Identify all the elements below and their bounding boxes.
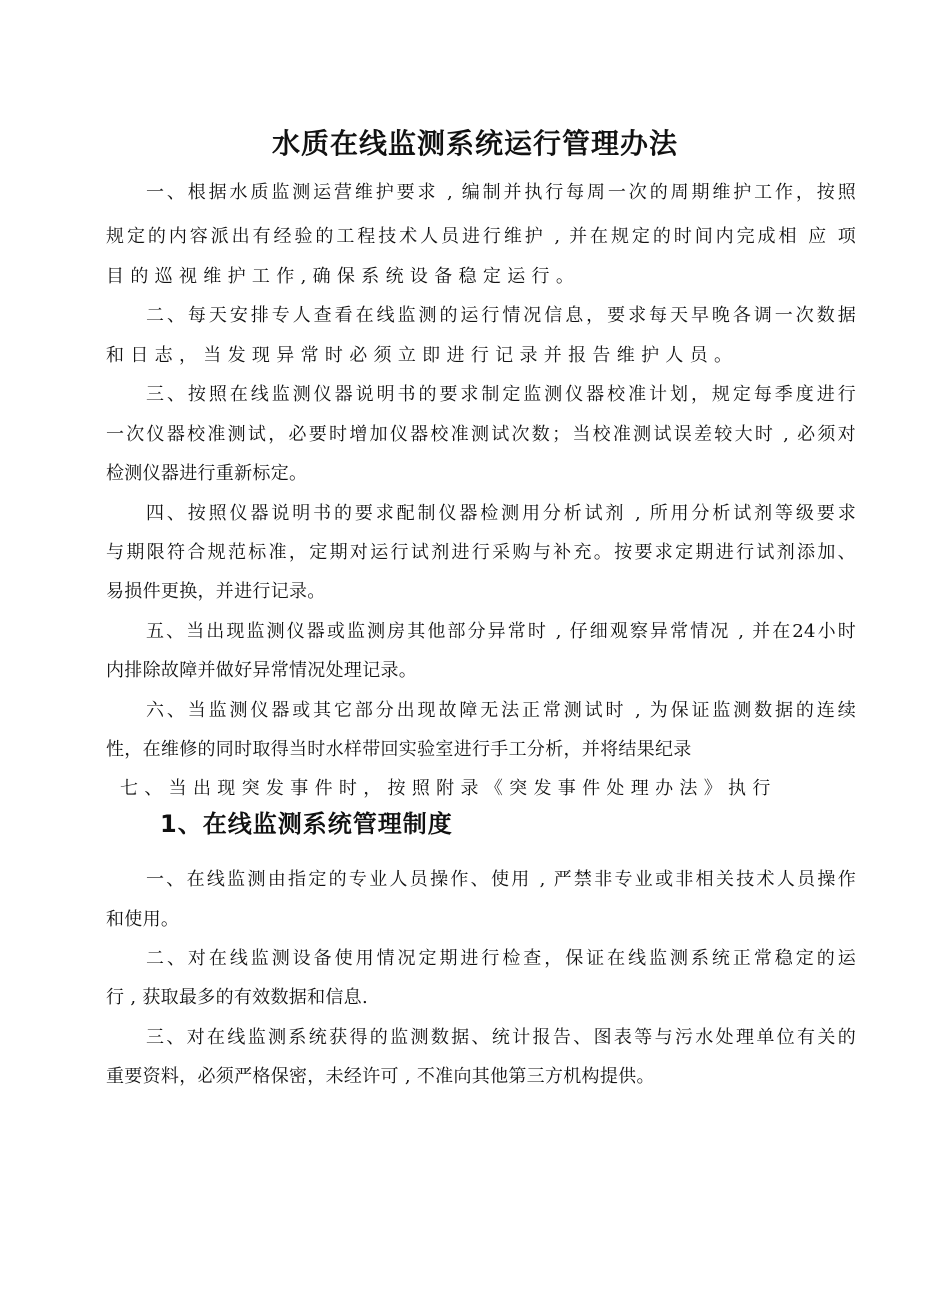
text-line: 七 、 当 出 现 突 发 事 件 时 ， 按 照 附 录 《 突 发 事 件 处 理 办 法 》 执 行	[120, 778, 771, 799]
document-title: 水质在线监测系统运行管理办法	[271, 127, 678, 160]
text-line: 检测仪器进行重新标定。	[106, 463, 308, 484]
text-line: 行 , 获取最多的有效数据和信息.	[106, 987, 368, 1008]
text-line: 三、对在线监测系统获得的监测数据、统计报告、图表等与污水处理单位有关的	[146, 1027, 856, 1048]
text-line: 规定的内容派出有经验的工程技术人员进行维护 , 并在规定的时间内完成相 应 项	[106, 226, 856, 247]
text-line: 一、根据水质监测运营维护要求 , 编制并执行每周一次的周期维护工作，按照	[146, 182, 856, 203]
text-line: 和使用。	[106, 909, 180, 930]
text-line: 和 日 志 ， 当 发 现 异 常 时 必 须 立 即 进 行 记 录 并 报 告 维 护 人 员 。	[106, 345, 733, 366]
text-line: 易损件更换，并进行记录。	[106, 581, 326, 602]
text-line: 内排除故障并做好异常情况处理记录。	[106, 660, 418, 681]
text-line: 一次仪器校准测试，必要时增加仪器校准测试次数；当校准测试误差较大时 , 必须对	[106, 424, 856, 445]
text-line: 一、在线监测由指定的专业人员操作、使用 , 严禁非专业或非相关技术人员操作	[146, 869, 856, 890]
text-line: 六、当监测仪器或其它部分出现故障无法正常测试时 , 为保证监测数据的连续	[146, 700, 856, 721]
text-line: 三、按照在线监测仪器说明书的要求制定监测仪器校准计划，规定每季度进行	[146, 384, 856, 405]
text-line: 二、对在线监测设备使用情况定期进行检查，保证在线监测系统正常稳定的运	[146, 948, 856, 969]
text-line: 五、当出现监测仪器或监测房其他部分异常时 , 仔细观察异常情况 , 并在24小时	[146, 621, 856, 642]
text-line: 与期限符合规范标准，定期对运行试剂进行采购与补充。按要求定期进行试剂添加、	[106, 542, 856, 563]
text-line: 重要资料，必须严格保密，未经许可 , 不准向其他第三方机构提供。	[106, 1066, 655, 1087]
text-line: 性，在维修的同时取得当时水样带回实验室进行手工分析，并将结果纪录	[106, 739, 692, 760]
text-line: 目 的 巡 视 维 护 工 作 , 确 保 系 统 设 备 稳 定 运 行 。	[106, 266, 575, 287]
section-heading: 1、在线监测系统管理制度	[160, 810, 453, 838]
text-line: 二、每天安排专人查看在线监测的运行情况信息，要求每天早晚各调一次数据	[146, 305, 856, 326]
text-line: 四、按照仪器说明书的要求配制仪器检测用分析试剂 , 所用分析试剂等级要求	[146, 503, 856, 524]
